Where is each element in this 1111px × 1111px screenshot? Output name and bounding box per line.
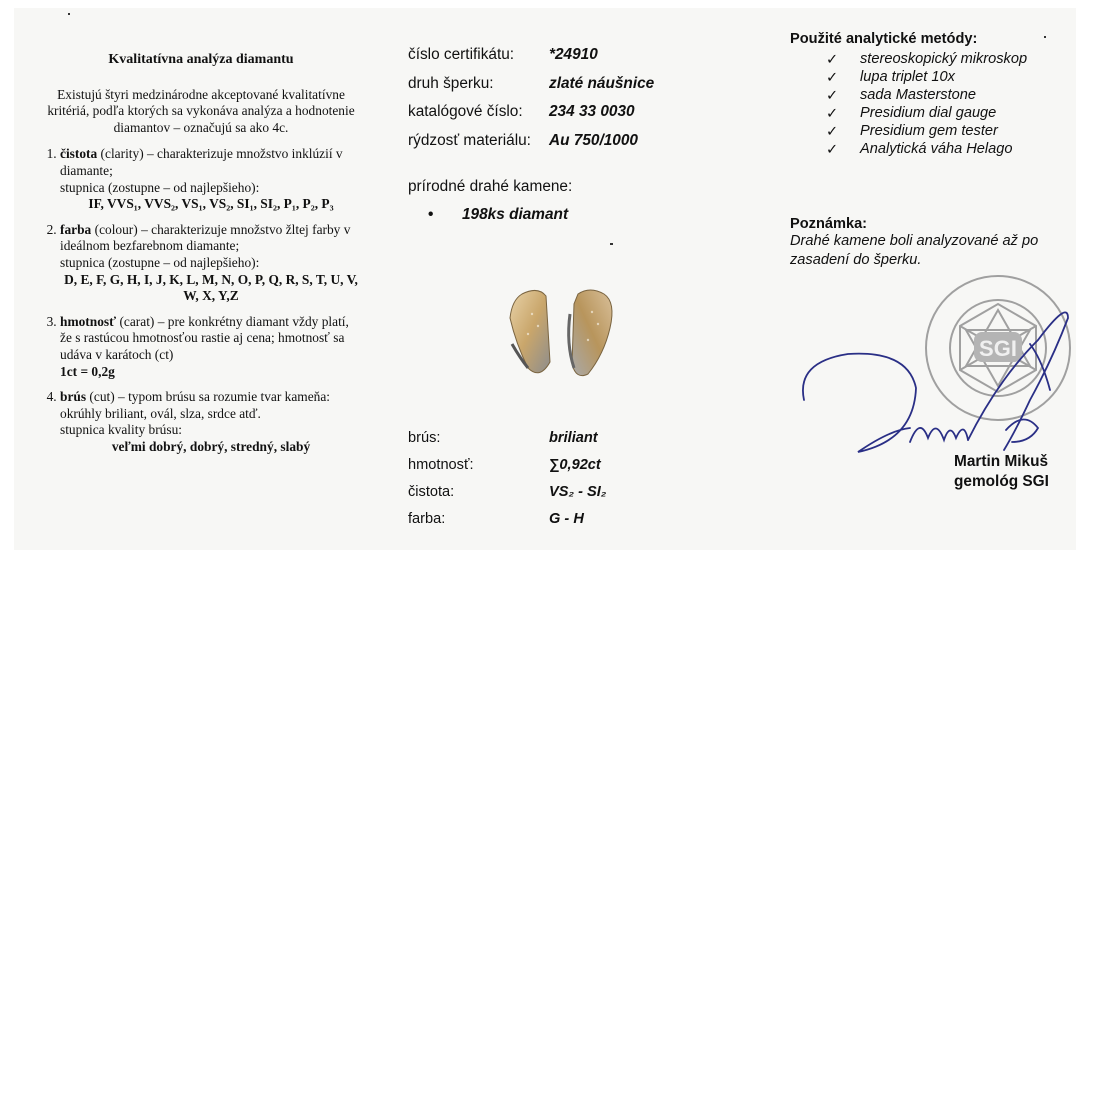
- cut-scale: veľmi dobrý, dobrý, stredný, slabý: [111, 438, 311, 454]
- result-row: [408, 511, 738, 538]
- scale-label: stupnica (zostupne – od najlepšieho):: [60, 254, 260, 270]
- carat-conversion: 1ct = 0,2g: [60, 363, 115, 379]
- methods-heading: Použité analytické metódy:: [790, 31, 978, 47]
- result-row: [408, 430, 738, 457]
- speck: [1044, 36, 1046, 38]
- criteria-list: [40, 146, 362, 455]
- note-text: Drahé kamene boli analyzované až po zasadení do šperku.: [790, 233, 1039, 268]
- detail-row: [408, 46, 738, 75]
- method-item: [790, 87, 1080, 105]
- result-label: farba:: [408, 511, 446, 527]
- criterion-cut: 4. brús (cut) – typom brúsu sa rozumie tvar kameňa: okrúhly briliant, ovál, slza, srdce atď. stupnica kvality brúsu: veľmi dobrý, dobrý, stredný, slabý: [60, 389, 362, 455]
- speck: [610, 243, 613, 245]
- stone-item: [428, 206, 568, 224]
- criterion-desc: – charakterizuje množstvo žltej farby v ideálnom bezfarebnom diamante;: [60, 221, 351, 254]
- check-icon: ✓: [826, 70, 839, 86]
- note-section: [790, 216, 1080, 270]
- method-text: sada Masterstone: [860, 87, 977, 103]
- criterion-term: čistota: [60, 146, 98, 162]
- method-text: Analytická váha Helago: [860, 141, 1013, 157]
- detail-label: druh šperku:: [408, 74, 494, 92]
- method-text: Presidium dial gauge: [860, 105, 997, 121]
- stamp-center-text: SGI: [979, 336, 1017, 361]
- criterion-desc: – typom brúsu sa rozumie tvar kameňa: okrúhly briliant, ovál, slza, srdce atď.: [60, 389, 331, 421]
- result-label: čistota:: [408, 484, 455, 500]
- detail-row: [408, 132, 738, 161]
- check-icon: ✓: [826, 88, 839, 104]
- stones-heading: prírodné drahé kamene:: [408, 178, 573, 195]
- result-row: [408, 457, 738, 484]
- criterion-desc: – charakterizuje množstvo inklúzií v diamante;: [60, 146, 343, 178]
- scale-label: stupnica kvality brúsu:: [60, 422, 182, 438]
- earrings-photo-icon: [492, 284, 642, 392]
- stone-text: 198ks diamant: [462, 206, 569, 223]
- colour-scale: D, E, F, G, H, I, J, K, L, M, N, O, P, Q, R, S, T, U, V, W, X, Y,Z: [64, 271, 358, 304]
- note-heading: Poznámka:: [790, 216, 868, 232]
- check-icon: ✓: [826, 142, 839, 158]
- result-value: VS₂ - SI₂: [549, 484, 607, 500]
- bullet-icon: •: [428, 206, 434, 223]
- criterion-colour: 2. farba (colour) – charakterizuje množstvo žltej farby v ideálnom bezfarebnom diamante; stupnica (zostupne – od najlepšieho): D, E, F, G, H, I, J, K, L, M, N, O, P, Q, R, S, T, U, V, W, X, Y,Z: [60, 222, 362, 305]
- method-text: lupa triplet 10x: [860, 69, 955, 85]
- criterion-clarity: 1. čistota (clarity) – charakterizuje množstvo inklúzií v diamante; stupnica (zostupne – od najlepšieho): IF, VVS₁, VVS₂, VS₁, VS₂, SI₁, SI₂, P₁, P₂, P₃: [60, 146, 362, 212]
- intro-text: Existujú štyri medzinárodne akceptované kvalitatívne kritériá, podľa ktorých sa vykonáva analýza a hodnotenie diamantov – označujú sa ako 4c.: [47, 86, 355, 135]
- check-icon: ✓: [826, 124, 839, 140]
- result-label: hmotnosť:: [408, 457, 474, 473]
- criterion-carat: 3. hmotnosť (carat) – pre konkrétny diamant vždy platí, že s rastúcou hmotnosťou rastie aj cena; hmotnosť sa udáva v karátoch (ct) 1ct = 0,2g: [60, 314, 362, 380]
- analysis-results: [408, 430, 738, 538]
- certificate-details: [408, 46, 738, 160]
- result-value: ∑0,92ct: [549, 457, 601, 473]
- sgi-stamp-icon: [798, 270, 1088, 470]
- methods-list: [790, 51, 1080, 159]
- detail-value: 234 33 0030: [549, 103, 635, 120]
- criterion-en: carat: [123, 313, 150, 329]
- detail-value: zlaté náušnice: [549, 74, 655, 92]
- method-item: [790, 51, 1080, 69]
- clarity-scale: IF, VVS₁, VVS₂, VS₁, VS₂, SI₁, SI₂, P₁, P₂, P₃: [88, 196, 334, 212]
- method-text: Presidium gem tester: [860, 123, 998, 139]
- result-value: G - H: [549, 511, 584, 527]
- scale-label: stupnica (zostupne – od najlepšieho):: [60, 179, 260, 195]
- detail-value: *24910: [549, 46, 598, 63]
- quality-analysis-section: [40, 52, 362, 464]
- detail-label: číslo certifikátu:: [408, 46, 515, 63]
- method-item: [790, 105, 1080, 123]
- criterion-term: farba: [60, 221, 92, 237]
- criterion-desc: – pre konkrétny diamant vždy platí, že s rastúcou hmotnosťou rastie aj cena; hmotnosť sa udáva v karátoch (ct): [60, 313, 349, 362]
- detail-row: [408, 103, 738, 132]
- check-icon: ✓: [826, 52, 839, 68]
- detail-label: katalógové číslo:: [408, 103, 523, 120]
- result-label: brús:: [408, 430, 441, 446]
- check-icon: ✓: [826, 106, 839, 122]
- result-value: briliant: [549, 430, 598, 446]
- result-row: [408, 484, 738, 511]
- method-item: [790, 123, 1080, 141]
- method-item: [790, 141, 1080, 159]
- detail-label: rýdzosť materiálu:: [408, 131, 531, 149]
- method-item: [790, 69, 1080, 87]
- criterion-en: clarity: [105, 146, 140, 162]
- criterion-term: hmotnosť: [60, 313, 117, 329]
- criterion-en: cut: [93, 389, 111, 405]
- criterion-en: colour: [99, 221, 134, 237]
- detail-row: [408, 75, 738, 104]
- criterion-term: brús: [60, 389, 87, 405]
- detail-value: Au 750/1000: [549, 131, 638, 149]
- signatory-name: Martin Mikuš: [954, 453, 1049, 470]
- speck: [68, 13, 70, 15]
- section-title: Kvalitatívna analýza diamantu: [108, 52, 294, 67]
- signatory-role: gemológ SGI: [954, 473, 1049, 490]
- methods-section: [790, 31, 1080, 159]
- method-text: stereoskopický mikroskop: [860, 51, 1028, 67]
